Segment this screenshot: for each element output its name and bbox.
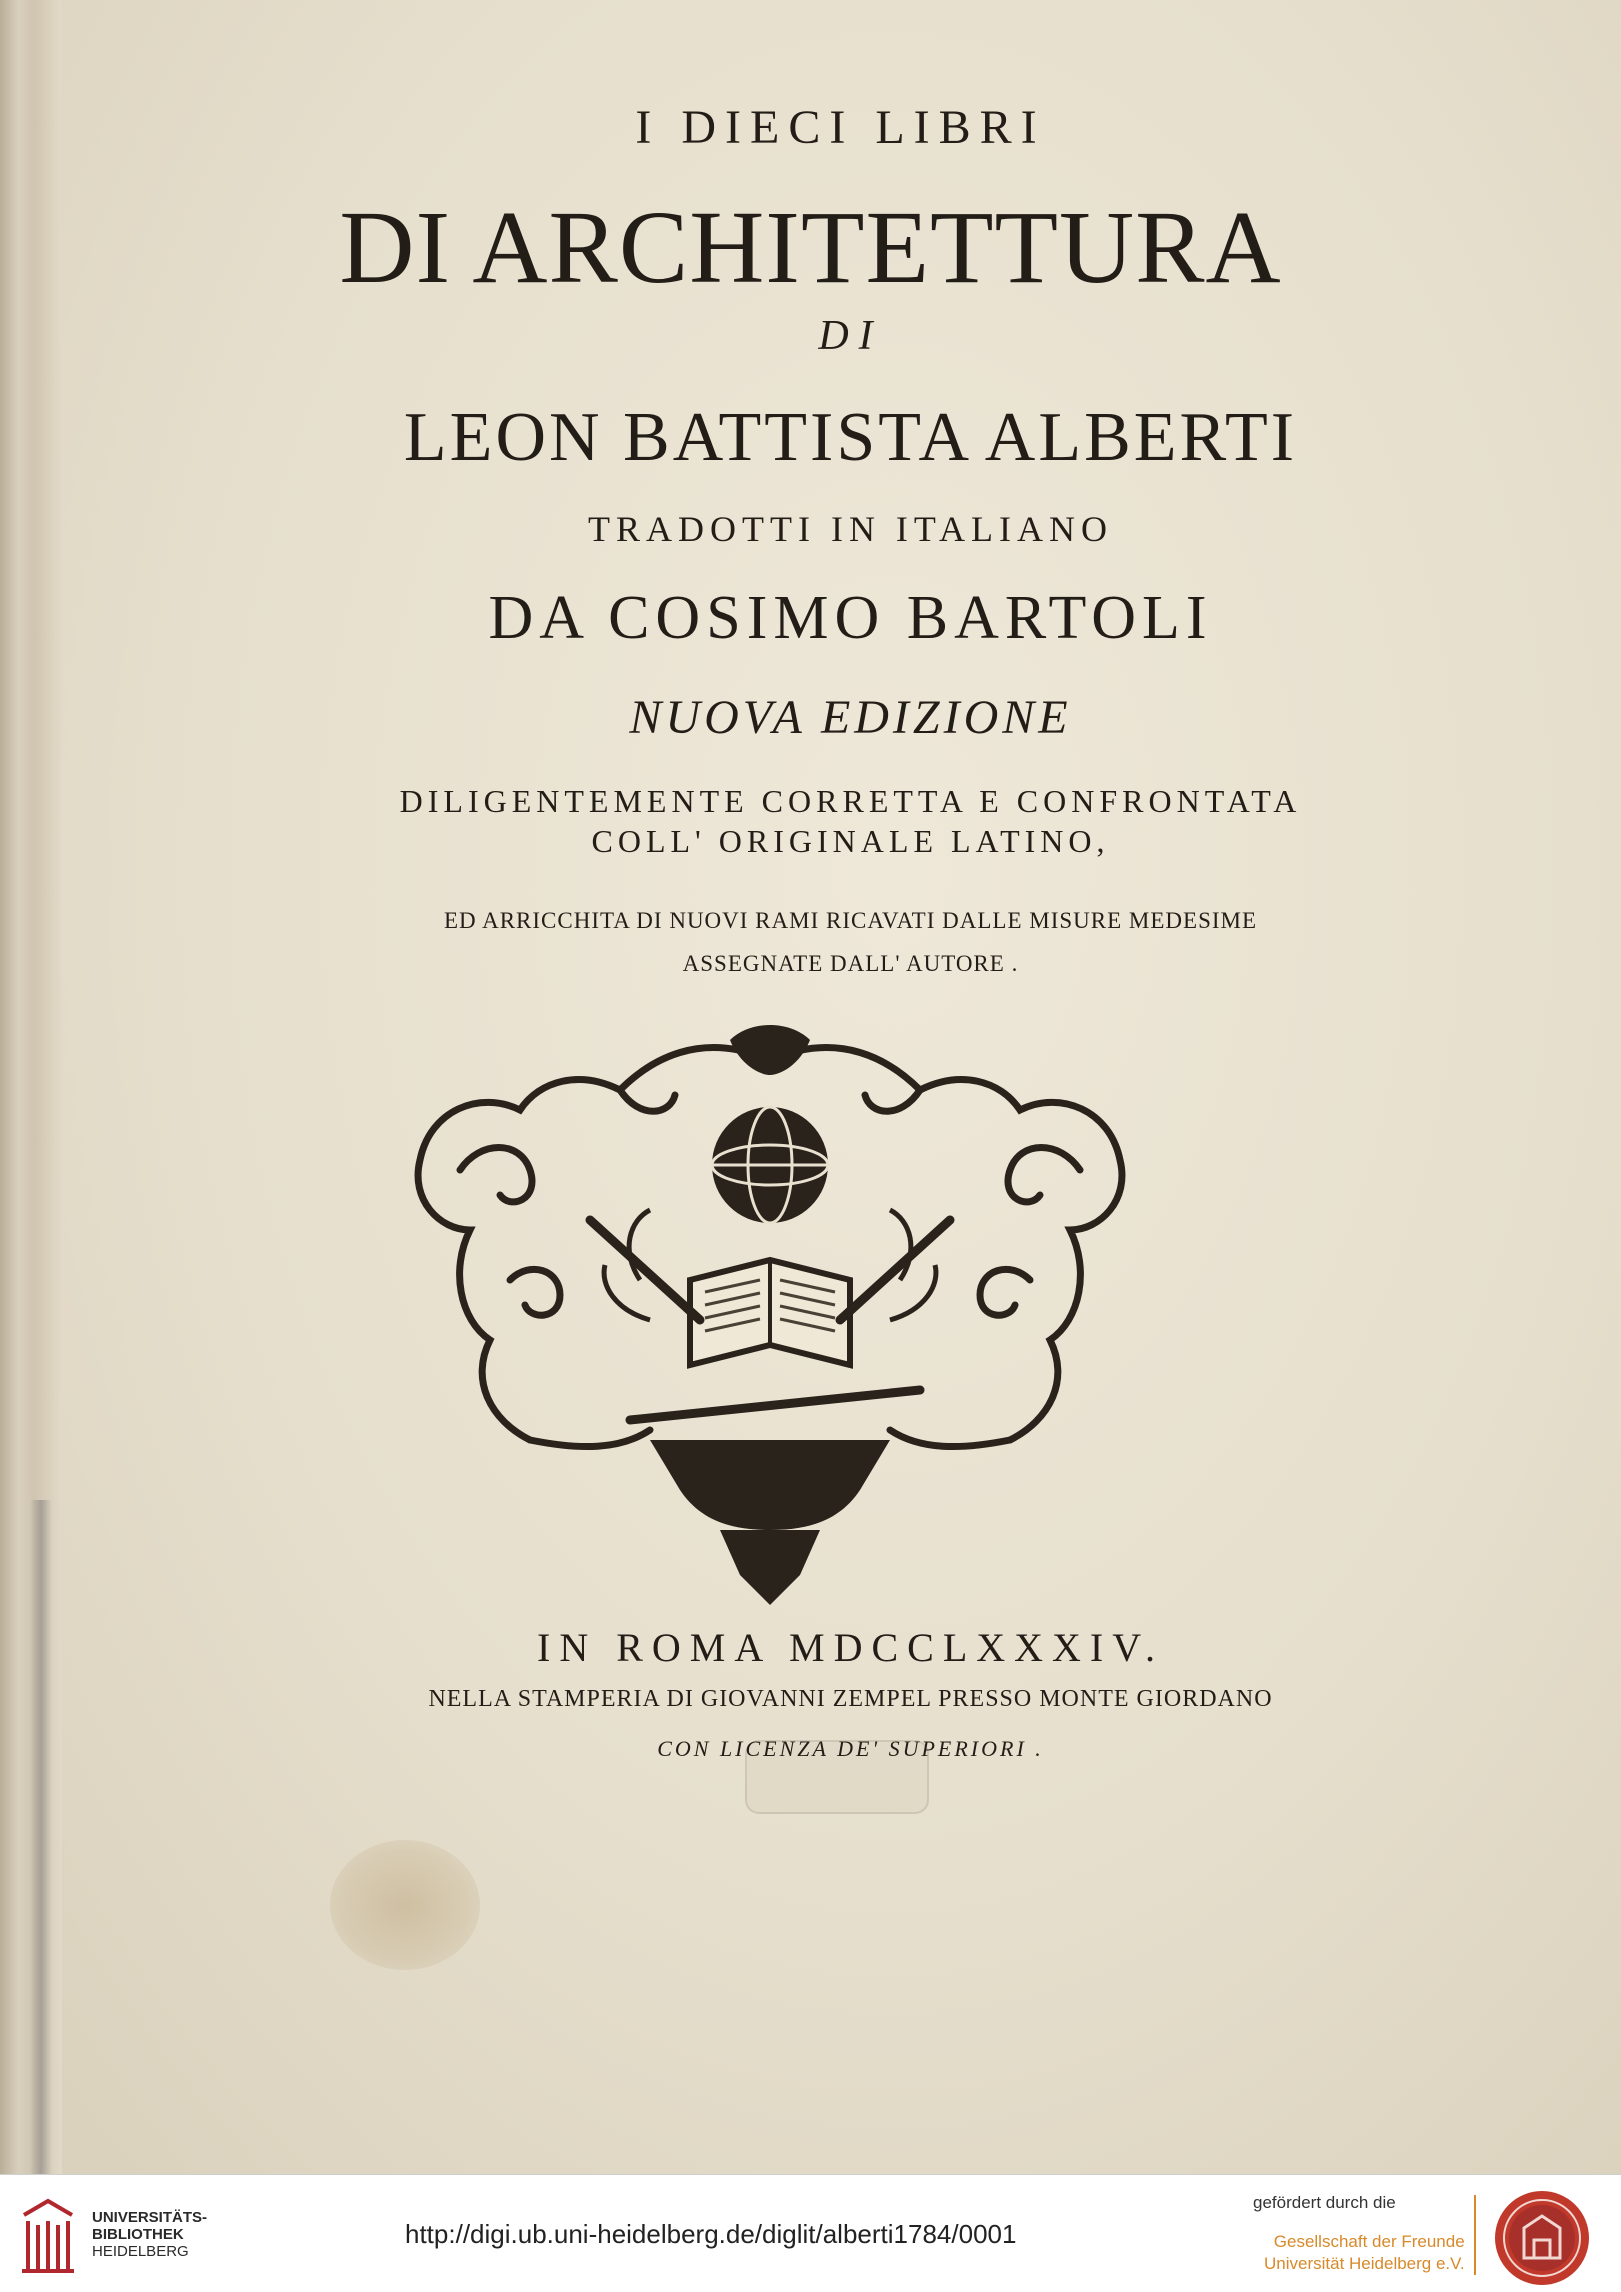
edition-line: NUOVA EDIZIONE [629,691,1072,744]
edition-note-line-3: ED ARRICCHITA DI NUOVI RAMI RICAVATI DALLE MISURE MEDESIME [443,908,1258,933]
library-name-line-3: HEIDELBERG [92,2243,189,2260]
edition-note-line-1: DILIGENTEMENTE CORRETTA E CONFRONTATA [399,783,1302,819]
edition-note-line-2: COLL' ORIGINALE LATINO, [591,823,1110,859]
library-name-line-2: BIBLIOTHEK [92,2226,184,2243]
university-library-logo-icon[interactable] [18,2195,78,2275]
digitization-footer [0,2174,1621,2292]
imprint-printer: NELLA STAMPERIA DI GIOVANNI ZEMPEL PRESSO MONTE GIORDANO [428,1686,1273,1712]
gutter-shadow [30,1500,52,2174]
permalink-url[interactable]: http://digi.ub.uni-heidelberg.de/diglit/alberti1784/0001 [405,2219,1017,2249]
title-line-di: DI [818,313,883,359]
sponsor-label: gefördert durch die [1253,2193,1396,2212]
sponsor-name[interactable] [1264,2231,1465,2275]
sponsor-name-line-2: Universität Heidelberg e.V. [1264,2254,1465,2273]
footer-divider [1474,2195,1476,2275]
university-library-name[interactable] [92,2209,207,2260]
university-seal-icon[interactable] [1492,2188,1592,2288]
title-line-dieci-libri: I DIECI LIBRI [635,101,1046,154]
imprint-license: CON LICENZA DE' SUPERIORI . [657,1736,1044,1761]
title-line-architettura: DI ARCHITETTURA [339,190,1282,305]
translation-line: TRADOTTI IN ITALIANO [587,509,1114,549]
printer-vignette-ornament [400,1020,1140,1610]
edition-note-line-4: ASSEGNATE DALL' AUTORE . [682,951,1019,976]
translator-line: DA COSIMO BARTOLI [488,584,1213,652]
paper-stain [330,1840,480,1970]
library-name-line-1: UNIVERSITÄTS- [92,2209,208,2226]
imprint-place-date: IN ROMA MDCCLXXXIV. [537,1625,1164,1670]
sponsor-name-line-1: Gesellschaft der Freunde [1273,2232,1465,2251]
author-line: LEON BATTISTA ALBERTI [403,399,1298,476]
